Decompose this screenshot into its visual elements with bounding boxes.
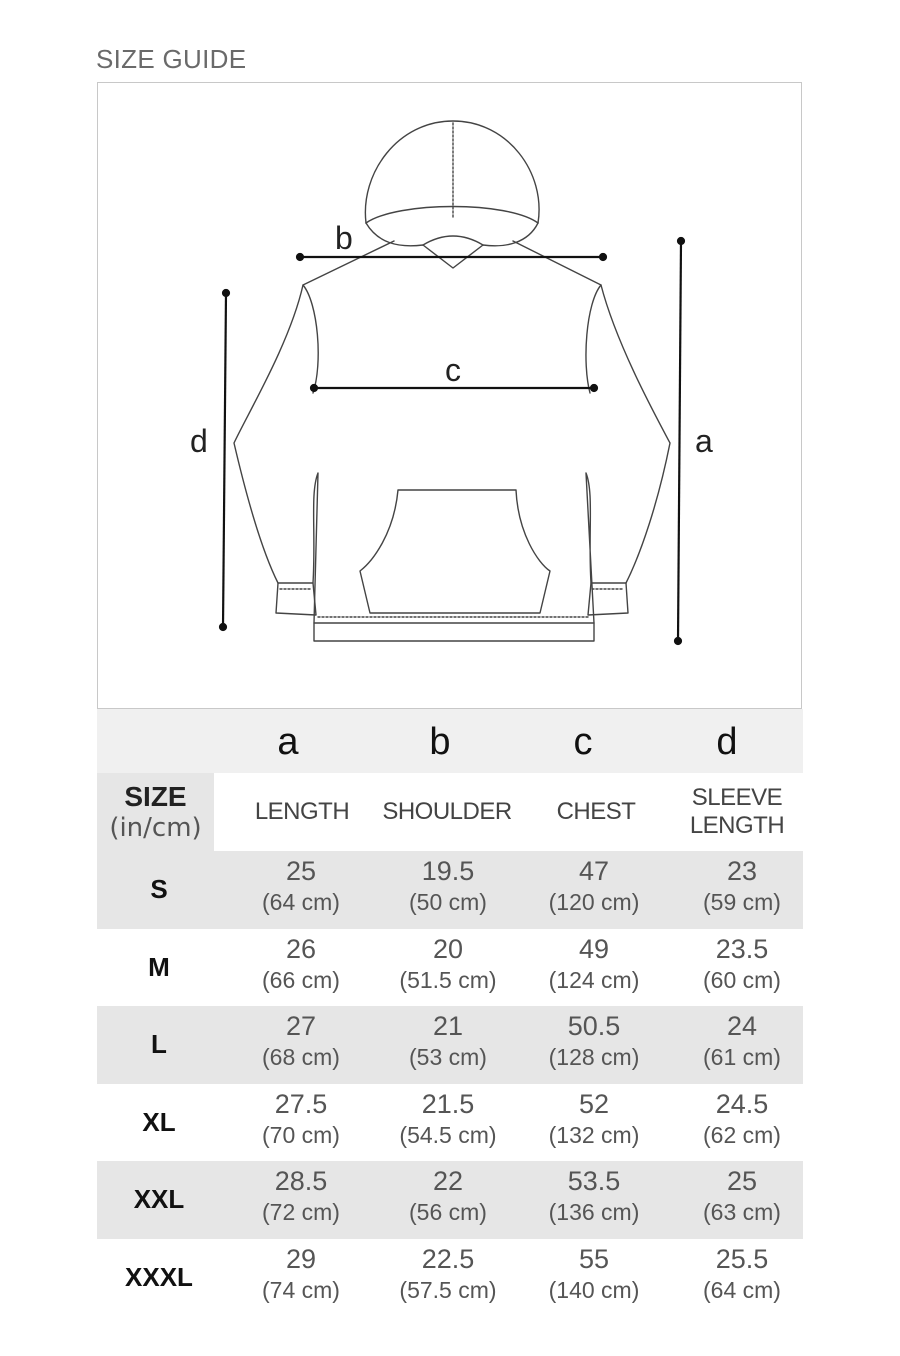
cm-value: (70 cm)	[262, 1121, 340, 1148]
row-size: XL	[142, 1106, 176, 1137]
measure-cell	[667, 1011, 817, 1071]
inch-value: 24	[726, 1011, 758, 1041]
measure-cell	[226, 856, 376, 916]
table-row	[97, 1084, 803, 1162]
cm-value: (61 cm)	[703, 1044, 781, 1070]
measure-cell	[667, 1089, 817, 1149]
measure-cell	[519, 856, 669, 916]
letter-d: d	[716, 721, 738, 763]
size-unit: (in/cm)	[109, 813, 202, 843]
table-row	[97, 929, 803, 1007]
cm-value: (66 cm)	[262, 966, 340, 993]
cm-value: (124 cm)	[548, 966, 640, 993]
cm-value: (59 cm)	[703, 889, 781, 915]
size-header: SIZE	[124, 781, 187, 812]
cm-value: (72 cm)	[262, 1199, 340, 1225]
measure-cell	[519, 1166, 669, 1226]
inch-value: 23.5	[715, 933, 769, 964]
letter-a: a	[277, 721, 299, 763]
label-b: b	[335, 220, 353, 256]
measure-cell	[226, 934, 376, 994]
inch-value: 52	[578, 1088, 610, 1119]
cm-value: (128 cm)	[548, 1044, 640, 1070]
hoodie-illustration	[98, 83, 803, 710]
measure-cell	[226, 1011, 376, 1071]
inch-value: 19.5	[421, 856, 475, 886]
header-chest: CHEST	[556, 798, 636, 826]
header-shoulder: SHOULDER	[382, 798, 512, 826]
table-row	[97, 851, 803, 929]
measure-cell	[519, 1244, 669, 1304]
cm-value: (140 cm)	[548, 1276, 640, 1303]
cm-value: (68 cm)	[262, 1044, 340, 1070]
size-header-cell	[97, 773, 214, 851]
measure-cell	[373, 1089, 523, 1149]
inch-value: 26	[285, 933, 317, 964]
measure-letter-row	[97, 709, 803, 773]
column-header-row	[97, 773, 803, 851]
cm-value: (60 cm)	[703, 966, 781, 993]
row-size: L	[151, 1029, 167, 1059]
inch-value: 49	[578, 933, 610, 964]
measure-cell	[373, 1011, 523, 1071]
cm-value: (136 cm)	[548, 1199, 640, 1225]
cm-value: (53 cm)	[409, 1044, 487, 1070]
inch-value: 21	[432, 1011, 464, 1041]
inch-value: 23	[726, 856, 758, 886]
inch-value: 25.5	[715, 1243, 769, 1274]
measure-cell	[667, 1166, 817, 1226]
inch-value: 22	[432, 1166, 464, 1196]
table-row	[97, 1239, 803, 1317]
table-row	[97, 1161, 803, 1239]
cm-value: (56 cm)	[409, 1199, 487, 1225]
measure-cell	[667, 934, 817, 994]
size-rows	[97, 851, 803, 1316]
inch-value: 28.5	[274, 1166, 328, 1196]
measure-cell	[226, 1166, 376, 1226]
table-row	[97, 1006, 803, 1084]
cm-value: (51.5 cm)	[399, 966, 497, 993]
cm-value: (120 cm)	[548, 889, 640, 915]
inch-value: 55	[578, 1243, 610, 1274]
cm-value: (62 cm)	[703, 1121, 781, 1148]
header-length: LENGTH	[254, 798, 350, 826]
inch-value: 29	[285, 1243, 317, 1274]
measure-cell	[373, 856, 523, 916]
measure-cell	[373, 934, 523, 994]
measure-cell	[667, 1244, 817, 1304]
cm-value: (57.5 cm)	[399, 1276, 497, 1303]
label-c: c	[445, 352, 461, 388]
cm-value: (54.5 cm)	[399, 1121, 497, 1148]
inch-value: 21.5	[421, 1088, 475, 1119]
header-sleeve-length: SLEEVE LENGTH	[689, 784, 785, 839]
measure-cell	[373, 1166, 523, 1226]
label-d: d	[190, 423, 208, 459]
label-a: a	[695, 423, 713, 459]
row-size: M	[148, 951, 170, 982]
inch-value: 20	[432, 933, 464, 964]
cm-value: (50 cm)	[409, 889, 487, 915]
measure-cell	[226, 1244, 376, 1304]
cm-value: (132 cm)	[548, 1121, 640, 1148]
row-size: S	[150, 874, 168, 904]
size-table	[97, 709, 803, 1316]
cm-value: (64 cm)	[703, 1276, 781, 1303]
inch-value: 53.5	[567, 1166, 621, 1196]
inch-value: 50.5	[567, 1011, 621, 1041]
measure-cell	[519, 934, 669, 994]
letter-c: c	[573, 721, 593, 763]
measure-cell	[519, 1011, 669, 1071]
inch-value: 25	[726, 1166, 758, 1196]
inch-value: 25	[285, 856, 317, 886]
row-size: XXXL	[125, 1261, 193, 1292]
letter-b: b	[429, 721, 451, 763]
inch-value: 27	[285, 1011, 317, 1041]
inch-value: 22.5	[421, 1243, 475, 1274]
inch-value: 24.5	[715, 1088, 769, 1119]
cm-value: (74 cm)	[262, 1276, 340, 1303]
hoodie-diagram	[97, 82, 802, 709]
measure-cell	[373, 1244, 523, 1304]
measure-cell	[519, 1089, 669, 1149]
row-size: XXL	[133, 1184, 185, 1214]
page-title: SIZE GUIDE	[96, 44, 247, 74]
cm-value: (64 cm)	[262, 889, 340, 915]
cm-value: (63 cm)	[703, 1199, 781, 1225]
inch-value: 47	[578, 856, 610, 886]
inch-value: 27.5	[274, 1088, 328, 1119]
measure-cell	[226, 1089, 376, 1149]
measure-cell	[667, 856, 817, 916]
